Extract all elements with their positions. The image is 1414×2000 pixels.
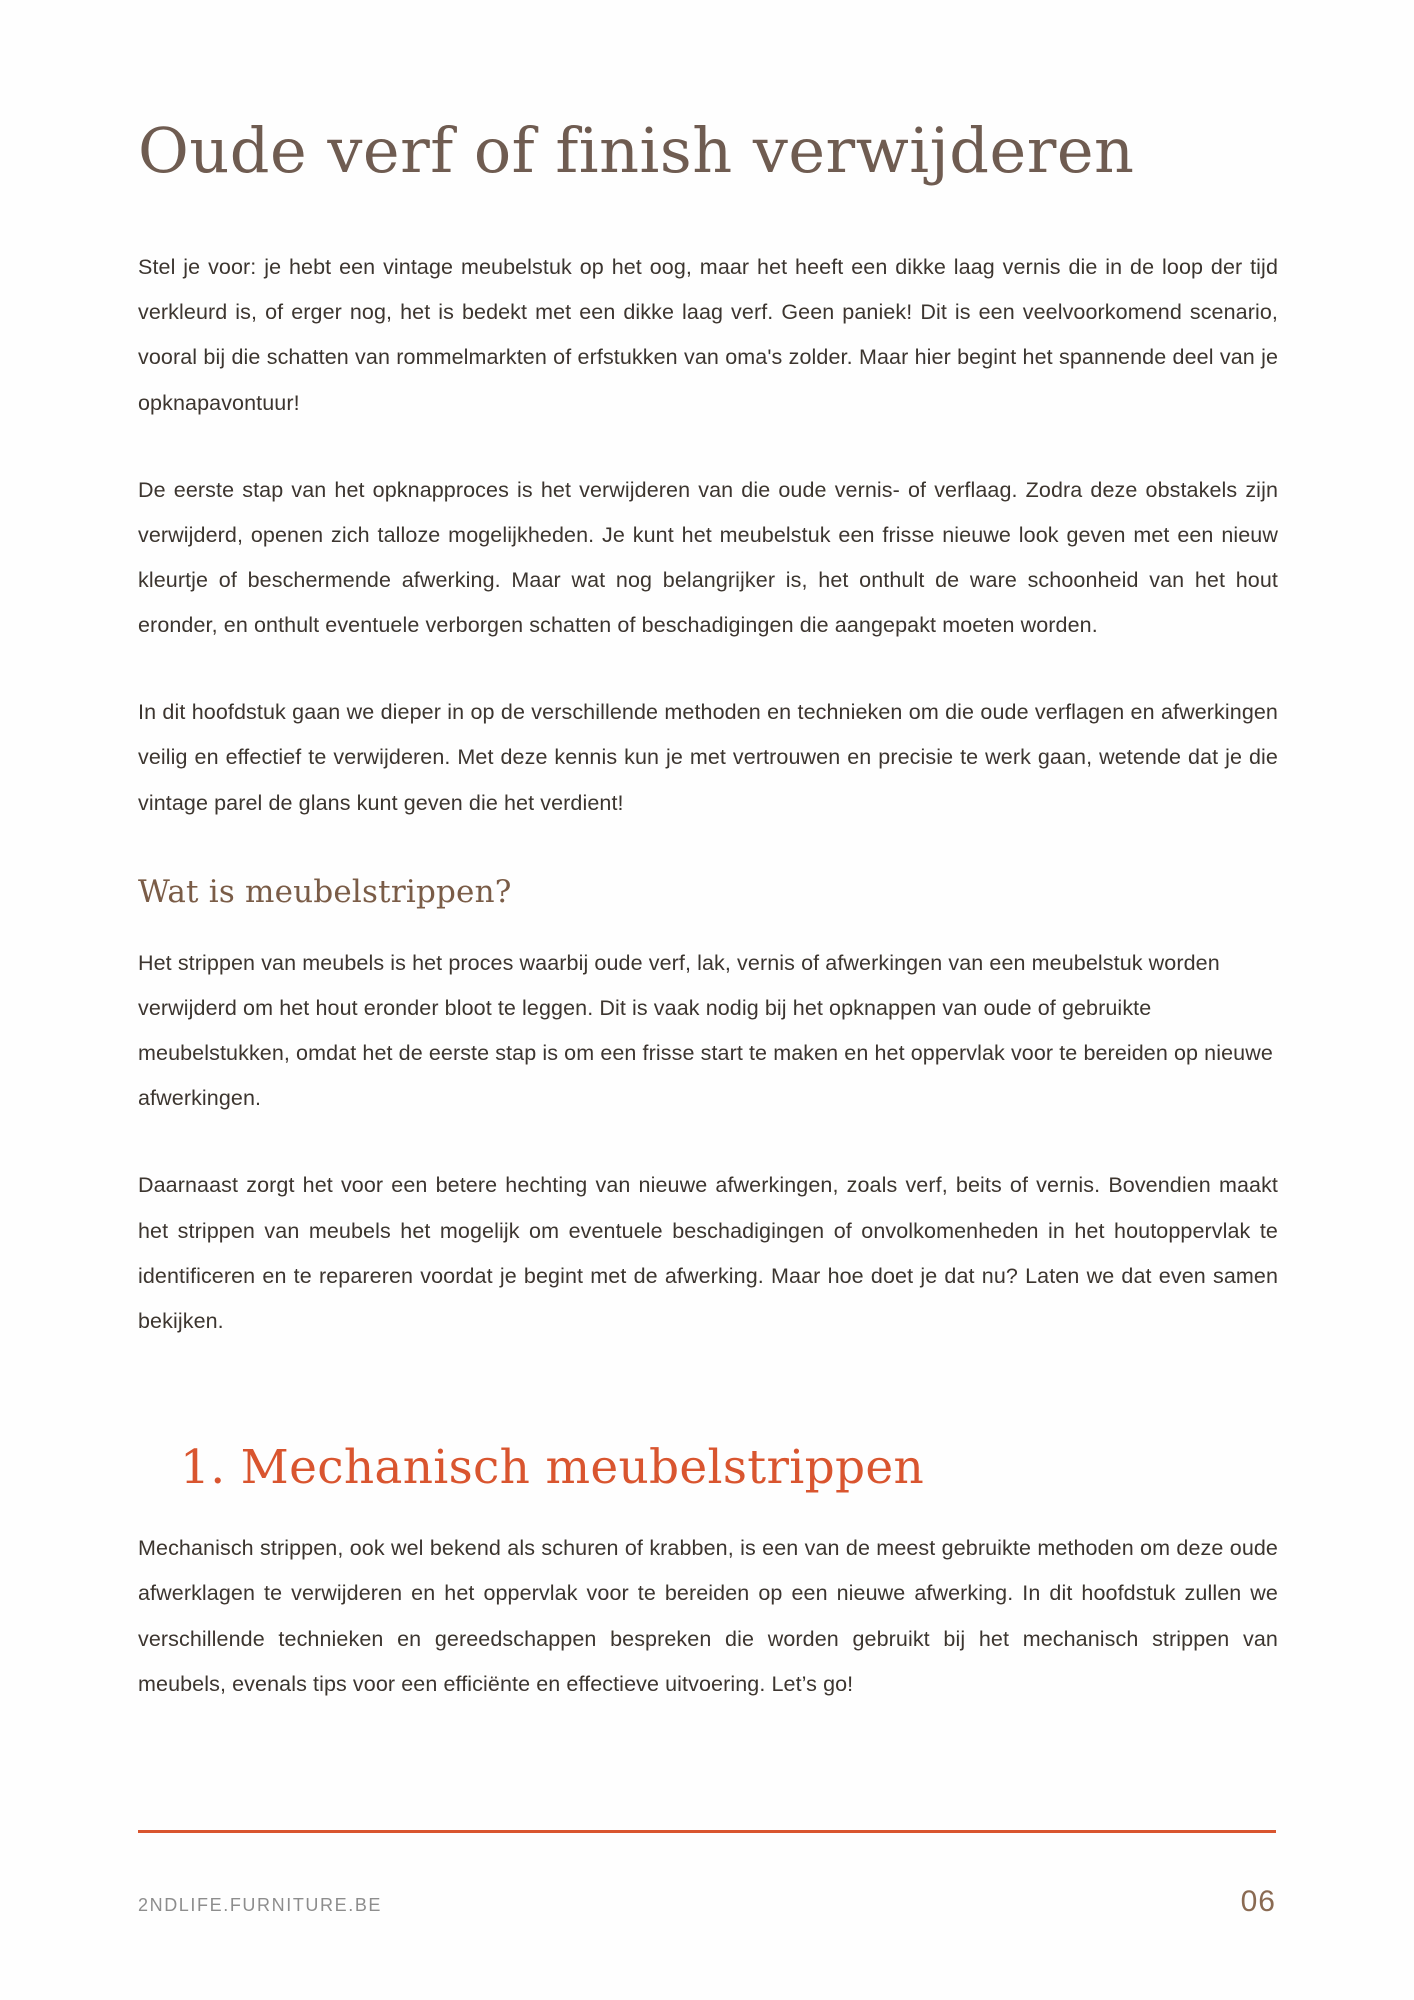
spacer-below-subheading — [138, 911, 1278, 941]
footer-row — [138, 1833, 1276, 1919]
paragraph-gap — [138, 426, 1278, 468]
section-heading-mechanisch: 1. Mechanisch meubelstrippen — [180, 1439, 925, 1495]
subsection-paragraph-2: Daarnaast zorgt het voor een betere hechting van nieuwe afwerkingen, zoals verf, beits of vernis. Bovendien maakt het strippen van meubels het mogelijk om eventuele beschadigingen of onvolkomenheden in het houtoppervlak te identificeren en te repareren voordat je begint met de afwerking. Maar hoe doet je dat nu? Laten we dat even samen bekijken. — [138, 1173, 1278, 1333]
paragraph-gap — [138, 648, 1278, 690]
spacer-below-title — [138, 183, 1278, 245]
section-paragraph-1: Mechanisch strippen, ook wel bekend als schuren of krabben, is een van de meest gebruikte methoden om deze oude afwerklagen te verwijderen en het oppervlak voor te bereiden op een nieuwe afwerking. In dit hoofdstuk zullen we verschillende technieken en gereedschappen bespreken die worden gebruikt bij het mechanisch strippen van meubels, evenals tips voor een efficiënte en effectieve uitvoering. Let’s go! — [138, 1536, 1278, 1696]
paragraph-gap — [138, 1121, 1278, 1163]
footer-website: 2NDLIFE.FURNITURE.BE — [138, 1894, 383, 1915]
page-content — [138, 0, 1278, 1707]
spacer-before-section-heading — [138, 1344, 1278, 1440]
subsection-heading: Wat is meubelstrippen? — [138, 873, 512, 910]
spacer-below-section-heading — [138, 1496, 1278, 1526]
intro-paragraph-1: Stel je voor: je hebt een vintage meubelstuk op het oog, maar het heeft een dikke laag vernis die in de loop der tijd verkleurd is, of erger nog, het is bedekt met een dikke laag verf. Geen paniek! Dit is een veelvoorkomend scenario, vooral bij die schatten van rommelmarkten of erfstukken van oma's zolder. Maar hier begint het spannende deel van je opknapavontuur! — [138, 255, 1278, 415]
page-title: Oude verf of finish verwijderen — [138, 114, 1135, 187]
footer-page-number: 06 — [1240, 1884, 1276, 1918]
spacer-before-subheading — [138, 826, 1278, 874]
subsection-paragraph-1: Het strippen van meubels is het proces waarbij oude verf, lak, vernis of afwerkingen van een meubelstuk worden verwijderd om het hout eronder bloot te leggen. Dit is vaak nodig bij het opknappen van oude of gebruikte meubelstukken, omdat het de eerste stap is om een frisse start te maken en het oppervlak voor te bereiden op nieuwe afwerkingen. — [138, 950, 1273, 1111]
intro-paragraph-2: De eerste stap van het opknapproces is het verwijderen van die oude vernis- of verflaag. Zodra deze obstakels zijn verwijderd, openen zich talloze mogelijkheden. Je kunt het meubelstuk een frisse nieuwe look geven met een nieuw kleurtje of beschermende afwerking. Maar wat nog belangrijker is, het onthult de ware schoonheid van het hout eronder, en onthult eventuele verborgen schatten of beschadigingen die aangepakt moeten worden. — [138, 477, 1278, 638]
intro-paragraph-3: In dit hoofdstuk gaan we dieper in op de verschillende methoden en technieken om die oude verflagen en afwerkingen veilig en effectief te verwijderen. Met deze kennis kun je met vertrouwen en precisie te werk gaan, wetende dat je die vintage parel de glans kunt geven die het verdient! — [138, 700, 1278, 815]
page-footer — [138, 1830, 1276, 2000]
